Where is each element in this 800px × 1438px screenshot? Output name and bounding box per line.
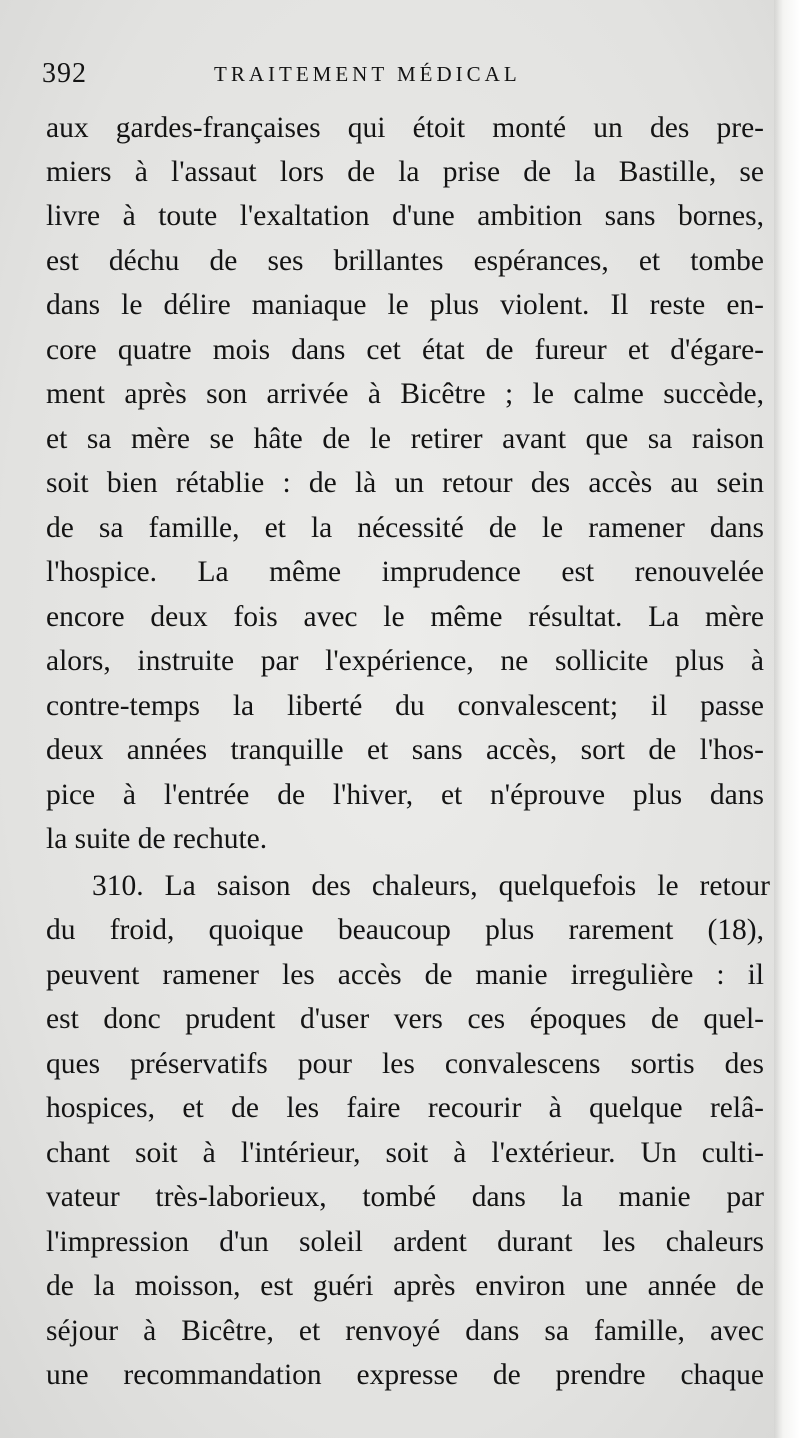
text-line: et sa mère se hâte de le retirer avant que sa raison xyxy=(46,423,764,455)
text-line: soit bien rétablie : de là un retour des accès au sein xyxy=(46,467,764,499)
text-line: de la moisson, est guéri après environ une année de xyxy=(46,1270,764,1302)
text-line: la suite de rechute. xyxy=(46,823,268,855)
text-line: ques préservatifs pour les convalescens sortis des xyxy=(46,1048,764,1080)
text-line: core quatre mois dans cet état de fureur et d'égare- xyxy=(46,334,764,366)
text-line: l'impression d'un soleil ardent durant les chaleurs xyxy=(46,1226,764,1258)
text-line: alors, instruite par l'expérience, ne sollicite plus à xyxy=(46,645,764,677)
scan-page-edge xyxy=(774,0,800,1438)
text-line: miers à l'assaut lors de la prise de la Bastille, se xyxy=(46,156,764,188)
running-head: TRAITEMENT MÉDICAL xyxy=(214,62,521,86)
page-number: 392 xyxy=(42,58,87,89)
text-line: est donc prudent d'user vers ces époques de quel- xyxy=(46,1003,764,1035)
text-line: pice à l'entrée de l'hiver, et n'éprouve plus dans xyxy=(46,779,764,811)
text-line: de sa famille, et la nécessité de le ramener dans xyxy=(46,512,764,544)
text-line: peuvent ramener les accès de manie irregulière : il xyxy=(46,959,764,991)
text-line: séjour à Bicêtre, et renvoyé dans sa famille, avec xyxy=(46,1315,764,1347)
text-line: hospices, et de les faire recourir à quelque relâ- xyxy=(46,1092,764,1124)
text-line: du froid, quoique beaucoup plus rarement (18), xyxy=(46,914,764,946)
text-line: encore deux fois avec le même résultat. La mère xyxy=(46,601,764,633)
text-line: contre-temps la liberté du convalescent; il passe xyxy=(46,690,764,722)
text-line: deux années tranquille et sans accès, sort de l'hos- xyxy=(46,734,764,766)
text-line: l'hospice. La même imprudence est renouvelée xyxy=(46,556,764,588)
text-line: ment après son arrivée à Bicêtre ; le calme succède, xyxy=(46,378,764,410)
text-line: livre à toute l'exaltation d'une ambition sans bornes, xyxy=(46,200,764,232)
text-line: dans le délire maniaque le plus violent. Il reste en- xyxy=(46,289,764,321)
paragraph-start-line: 310. La saison des chaleurs, quelquefois le retour xyxy=(92,870,770,902)
text-line: chant soit à l'intérieur, soit à l'extérieur. Un culti- xyxy=(46,1137,764,1169)
text-line: vateur très-laborieux, tombé dans la manie par xyxy=(46,1181,764,1213)
text-line: aux gardes-françaises qui étoit monté un des pre- xyxy=(46,112,764,144)
text-line: est déchu de ses brillantes espérances, et tombe xyxy=(46,245,764,277)
text-line: une recommandation expresse de prendre chaque xyxy=(46,1359,764,1391)
